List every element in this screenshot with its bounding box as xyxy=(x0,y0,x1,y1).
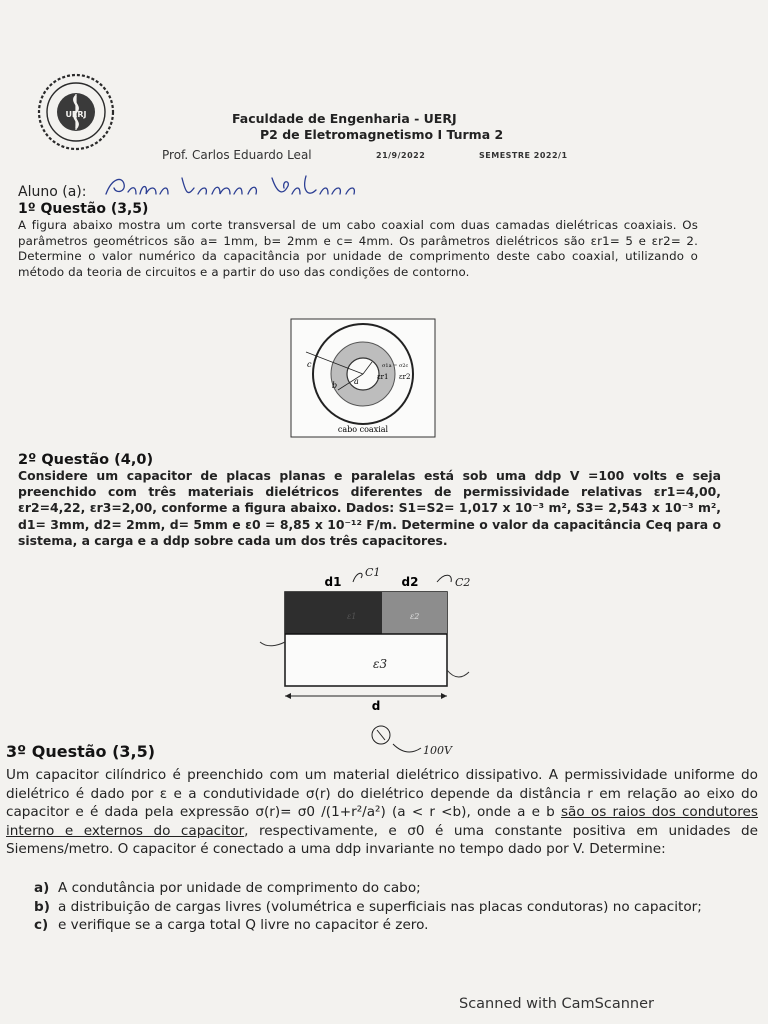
cap-label-e1: ε1 xyxy=(347,612,357,621)
student-signature xyxy=(102,172,362,204)
seal-text: UERJ xyxy=(65,110,87,119)
question-3-items xyxy=(34,879,764,935)
cap-label-d1: d1 xyxy=(324,575,342,589)
question-3-item-b: b) a distribuição de cargas livres (volumétrica e superficiais nas placas condutoras) no capacitor; xyxy=(34,898,702,915)
question-1-text: A figura abaixo mostra um corte transversal de um cabo coaxial com duas camadas dielétricas coaxiais. Os parâmetros geométricos são a= 1mm, b= 2mm e c= 4mm. Os parâmetros dielétricos são εr1= 5 e εr2= 2. Determine o valor numérico da capacitância por unidade de comprimento deste cabo coaxial, utilizando o método da teoria de circuitos e a partir do uso das condições de contorno. xyxy=(18,218,698,280)
cap-hand-voltage: 100V xyxy=(423,744,452,757)
cap-label-d2: d2 xyxy=(401,575,419,589)
question-3-underlined: são os raios dos condutores interno e externos do capacitor xyxy=(6,804,758,839)
uerj-seal-logo xyxy=(36,72,116,152)
question-3-item-a: a) A condutância por unidade de comprimento do cabo; xyxy=(34,880,421,896)
coax-label-a: a xyxy=(354,377,359,386)
student-label: Aluno (a): xyxy=(18,184,87,200)
coaxial-cable-figure xyxy=(290,318,436,438)
question-2-title: 2º Questão (4,0) xyxy=(18,452,154,468)
header-professor: Prof. Carlos Eduardo Leal xyxy=(162,148,312,162)
question-3-text: Um capacitor cilíndrico é preenchido com um material dielétrico dissipativo. A permissividade uniforme do dielétrico é dado por ε e a condutividade σ(r) do dielétrico depende da distância r em relação ao eixo do capacitor e é dada pela expressão σ(r)= σ0 /(1+r²/a²) (a < r <b), onde a e b são os raios dos condutores interno e externos do capacitor, respectivamente, e σ0 é uma constante positiva em unidades de Siemens/metro. O capacitor é conectado a uma ddp invariante no tempo dado por V. Determine: xyxy=(6,767,759,858)
question-3-item-c: c) e verifique se a carga total Q livre no capacitor é zero. xyxy=(34,917,429,934)
cap-label-e3: ε3 xyxy=(373,657,388,671)
header-course: P2 de Eletromagnetismo I Turma 2 xyxy=(260,127,504,142)
coax-label-top: σ1a = σ2c xyxy=(382,363,409,369)
coax-label-e2: εr2 xyxy=(399,373,411,381)
coax-label-c: c xyxy=(307,360,312,369)
parallel-plate-capacitor-figure xyxy=(255,562,505,762)
coax-label-b: b xyxy=(332,381,338,390)
cap-hand-c2: C2 xyxy=(455,576,471,589)
coax-label-e1: εr1 xyxy=(377,373,389,381)
dielectric-1-region xyxy=(285,592,382,634)
cap-hand-c1: C1 xyxy=(365,566,381,579)
coax-caption: cabo coaxial xyxy=(337,425,389,434)
header-semester: SEMESTRE 2022/1 xyxy=(479,151,568,160)
question-1-title: 1º Questão (3,5) xyxy=(18,201,149,217)
cap-label-d: d xyxy=(371,699,381,713)
cap-label-e2: ε2 xyxy=(410,612,420,621)
camscanner-watermark: Scanned with CamScanner xyxy=(459,996,655,1012)
header-date: 21/9/2022 xyxy=(376,151,426,160)
question-2-text: Considere um capacitor de placas planas e paralelas está sob uma ddp V =100 volts e seja preenchido com três materiais dielétricos diferentes de permissividade relativas εr1=4,00, εr2=4,22, εr3=2,00, conforme a figura abaixo. Dados: S1=S2= 1,017 x 10⁻³ m², S3= 2,543 x 10⁻³ m², d1= 3mm, d2= 2mm, d= 5mm e ε0 = 8,85 x 10⁻¹² F/m. Determine o valor da capacitância Ceq para o sistema, a carga e a ddp sobre cada um dos três capacitores. xyxy=(18,468,721,548)
question-3-title: 3º Questão (3,5) xyxy=(6,742,156,761)
header-faculty: Faculdade de Engenharia - UERJ xyxy=(232,111,457,126)
